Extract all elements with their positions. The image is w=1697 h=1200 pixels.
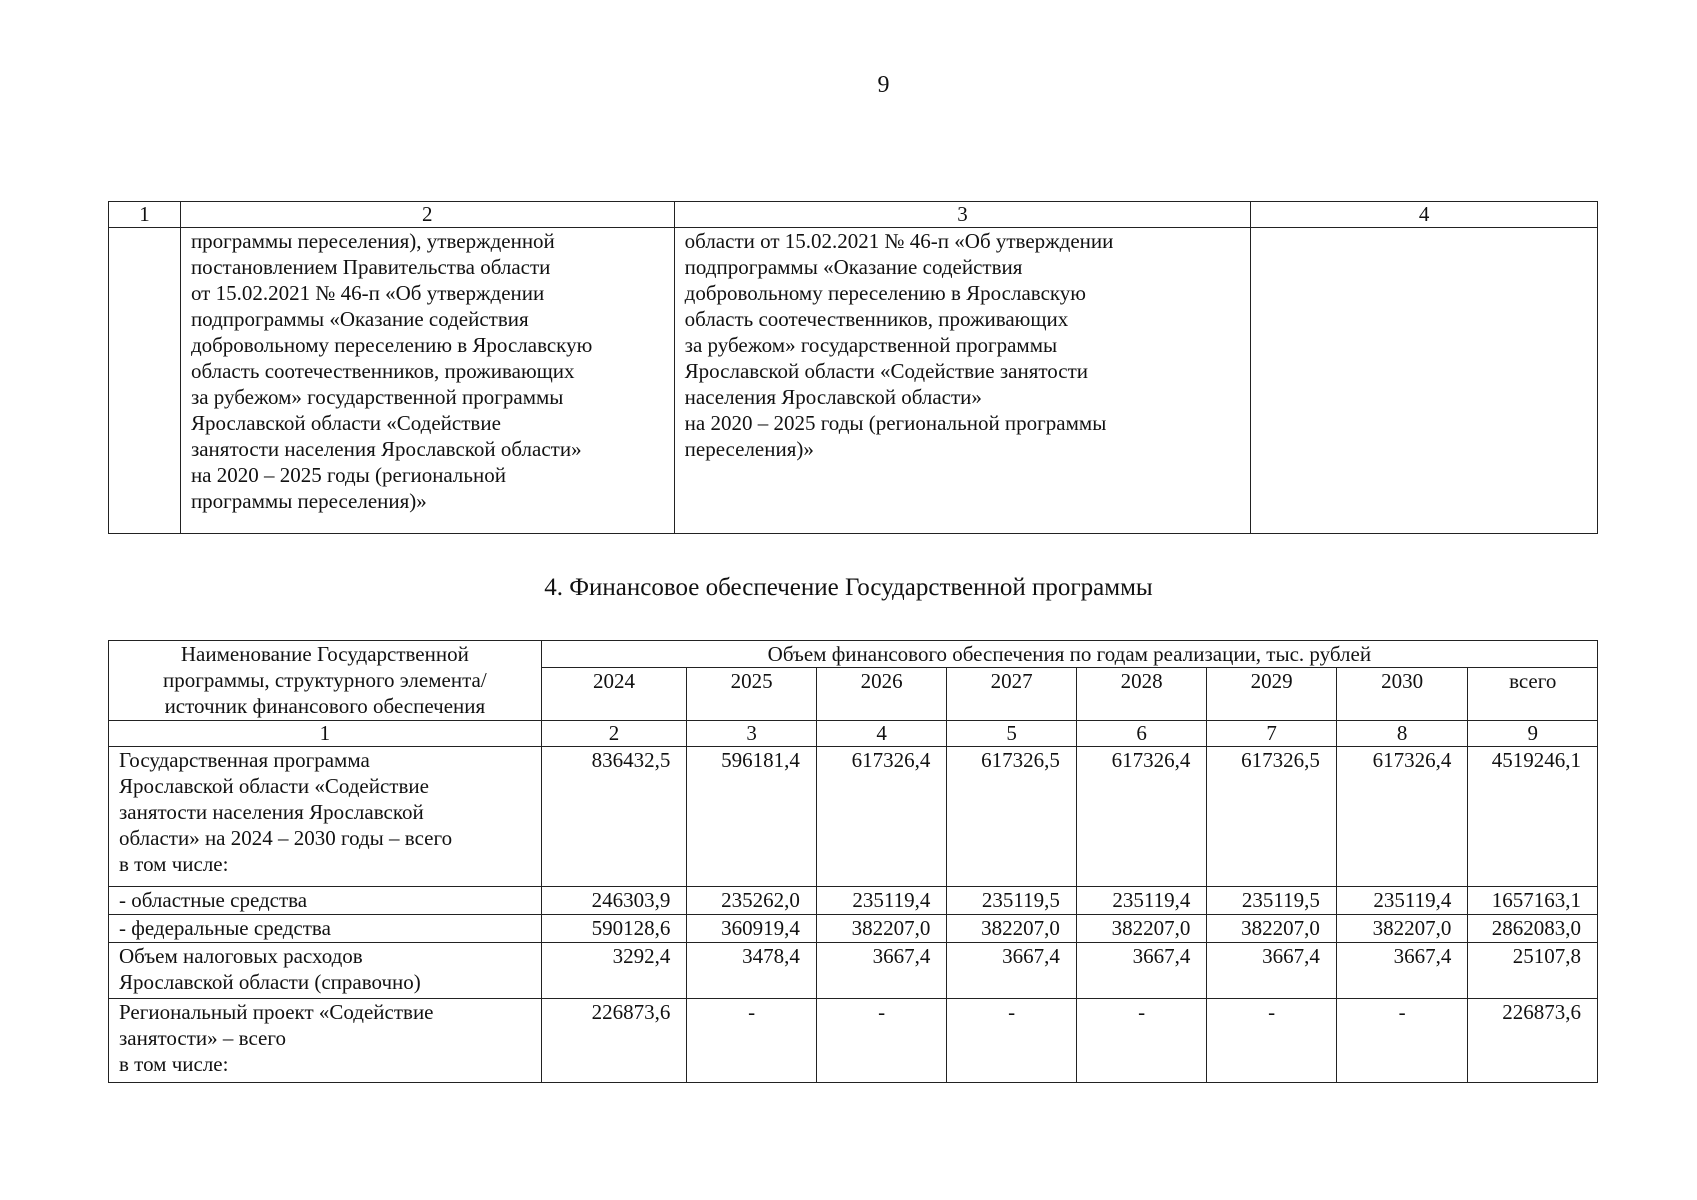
text-line: - областные средства (119, 888, 308, 912)
table-row (109, 943, 1598, 999)
value-cell: 3292,4 (541, 943, 687, 999)
text-line: от 15.02.2021 № 46-п «Об утверждении (190, 281, 545, 305)
row-name (109, 915, 542, 943)
header-line: источник финансового обеспечения (164, 694, 486, 718)
continuation-table-row (109, 228, 1598, 534)
value-cell: 3667,4 (816, 943, 947, 999)
column-index: 2 (541, 721, 687, 747)
value-cell: 235119,4 (816, 887, 947, 915)
column-number-2: 2 (180, 202, 674, 228)
value-cell: - (687, 999, 817, 1083)
year-header: 2027 (947, 668, 1077, 721)
text-line: занятости населения Ярославской области» (190, 437, 582, 461)
text-line: Региональный проект «Содействие (119, 1000, 434, 1024)
total-cell: 25107,8 (1468, 943, 1598, 999)
text-line: программы переселения)» (190, 489, 427, 513)
continuation-table-header-row (109, 202, 1598, 228)
column-number-4: 4 (1251, 202, 1598, 228)
table-row (109, 887, 1598, 915)
text-line: области» на 2024 – 2030 годы – всего (119, 826, 453, 850)
value-cell: 596181,4 (687, 747, 817, 887)
value-cell: 382207,0 (1336, 915, 1468, 943)
value-cell: 235119,5 (947, 887, 1077, 915)
row-cell-4 (1251, 228, 1598, 534)
value-cell: - (1076, 999, 1207, 1083)
total-cell: 1657163,1 (1468, 887, 1598, 915)
column-index: 9 (1468, 721, 1598, 747)
value-cell: 382207,0 (947, 915, 1077, 943)
text-line: область соотечественников, проживающих (190, 359, 575, 383)
value-cell: 3478,4 (687, 943, 817, 999)
value-cell: 235119,5 (1207, 887, 1337, 915)
text-line: области от 15.02.2021 № 46-п «Об утверждении (684, 229, 1114, 253)
column-number-3: 3 (674, 202, 1251, 228)
header-line: программы, структурного элемента/ (163, 668, 487, 692)
text-line: Ярославской области «Содействие (190, 411, 501, 435)
value-cell: 226873,6 (541, 999, 687, 1083)
text-line: за рубежом» государственной программы (190, 385, 564, 409)
column-index: 1 (109, 721, 542, 747)
text-line: занятости населения Ярославской (119, 800, 424, 824)
column-number-1: 1 (109, 202, 181, 228)
value-cell: 235262,0 (687, 887, 817, 915)
value-cell: 382207,0 (1076, 915, 1207, 943)
value-cell: 382207,0 (1207, 915, 1337, 943)
value-cell: 617326,5 (947, 747, 1077, 887)
text-line: Ярославской области «Содействие занятости (684, 359, 1089, 383)
text-line: занятости» – всего (119, 1026, 286, 1050)
header-line: Наименование Государственной (180, 642, 469, 666)
name-column-header (109, 641, 542, 721)
text-line: - федеральные средства (119, 916, 331, 940)
column-index: 8 (1336, 721, 1468, 747)
text-line: Ярославской области (справочно) (119, 970, 421, 994)
column-index: 7 (1207, 721, 1337, 747)
value-cell: 617326,4 (816, 747, 947, 887)
text-line: на 2020 – 2025 годы (региональной программы (684, 411, 1107, 435)
row-cell-1 (109, 228, 181, 534)
text-line: подпрограммы «Оказание содействия (684, 255, 1023, 279)
row-name (109, 943, 542, 999)
value-cell: 3667,4 (947, 943, 1077, 999)
text-line: Ярославской области «Содействие (119, 774, 429, 798)
text-line: переселения)» (684, 437, 814, 461)
text-line: в том числе: (119, 852, 229, 876)
section-title: 4. Финансовое обеспечение Государственной программы (544, 574, 1153, 601)
column-index-row (109, 721, 1598, 747)
finance-table-header-row-1 (109, 641, 1598, 668)
total-cell: 2862083,0 (1468, 915, 1598, 943)
text-line: за рубежом» государственной программы (684, 333, 1058, 357)
total-header: всего (1468, 668, 1598, 721)
value-cell: - (947, 999, 1077, 1083)
value-cell: 235119,4 (1336, 887, 1468, 915)
row-name (109, 887, 542, 915)
text-line: добровольному переселению в Ярославскую (684, 281, 1086, 305)
year-header: 2030 (1336, 668, 1468, 721)
text-line: населения Ярославской области» (684, 385, 982, 409)
text-line: постановлением Правительства области (190, 255, 551, 279)
year-header: 2026 (816, 668, 947, 721)
text-line: подпрограммы «Оказание содействия (190, 307, 529, 331)
value-cell: 3667,4 (1207, 943, 1337, 999)
funding-group-header: Объем финансового обеспечения по годам реализации, тыс. рублей (541, 641, 1597, 668)
value-cell: 235119,4 (1076, 887, 1207, 915)
text-line: Государственная программа (119, 748, 370, 772)
column-index: 3 (687, 721, 817, 747)
year-header: 2029 (1207, 668, 1337, 721)
text-line: Объем налоговых расходов (119, 944, 363, 968)
row-name (109, 747, 542, 887)
table-row (109, 747, 1598, 887)
value-cell: - (816, 999, 947, 1083)
value-cell: 246303,9 (541, 887, 687, 915)
continuation-table (108, 201, 1598, 534)
column-index: 6 (1076, 721, 1207, 747)
row-name (109, 999, 542, 1083)
year-header: 2028 (1076, 668, 1207, 721)
page-number: 9 (877, 72, 890, 98)
value-cell: 360919,4 (687, 915, 817, 943)
text-line: на 2020 – 2025 годы (региональной (190, 463, 506, 487)
value-cell: 3667,4 (1076, 943, 1207, 999)
value-cell: 382207,0 (816, 915, 947, 943)
text-line: в том числе: (119, 1052, 229, 1076)
text-line: область соотечественников, проживающих (684, 307, 1069, 331)
value-cell: 617326,4 (1076, 747, 1207, 887)
total-cell: 4519246,1 (1468, 747, 1598, 887)
value-cell: 3667,4 (1336, 943, 1468, 999)
value-cell: - (1336, 999, 1468, 1083)
row-cell-3-legal-reference (674, 228, 1251, 534)
value-cell: 590128,6 (541, 915, 687, 943)
total-cell: 226873,6 (1468, 999, 1598, 1083)
column-index: 4 (816, 721, 947, 747)
table-row (109, 999, 1598, 1083)
year-header: 2024 (541, 668, 687, 721)
table-row (109, 915, 1598, 943)
finance-table (108, 640, 1598, 1083)
column-index: 5 (947, 721, 1077, 747)
year-header: 2025 (687, 668, 817, 721)
value-cell: 617326,4 (1336, 747, 1468, 887)
value-cell: 617326,5 (1207, 747, 1337, 887)
row-cell-2-legal-reference (180, 228, 674, 534)
text-line: программы переселения), утвержденной (190, 229, 555, 253)
value-cell: - (1207, 999, 1337, 1083)
value-cell: 836432,5 (541, 747, 687, 887)
text-line: добровольному переселению в Ярославскую (190, 333, 593, 357)
